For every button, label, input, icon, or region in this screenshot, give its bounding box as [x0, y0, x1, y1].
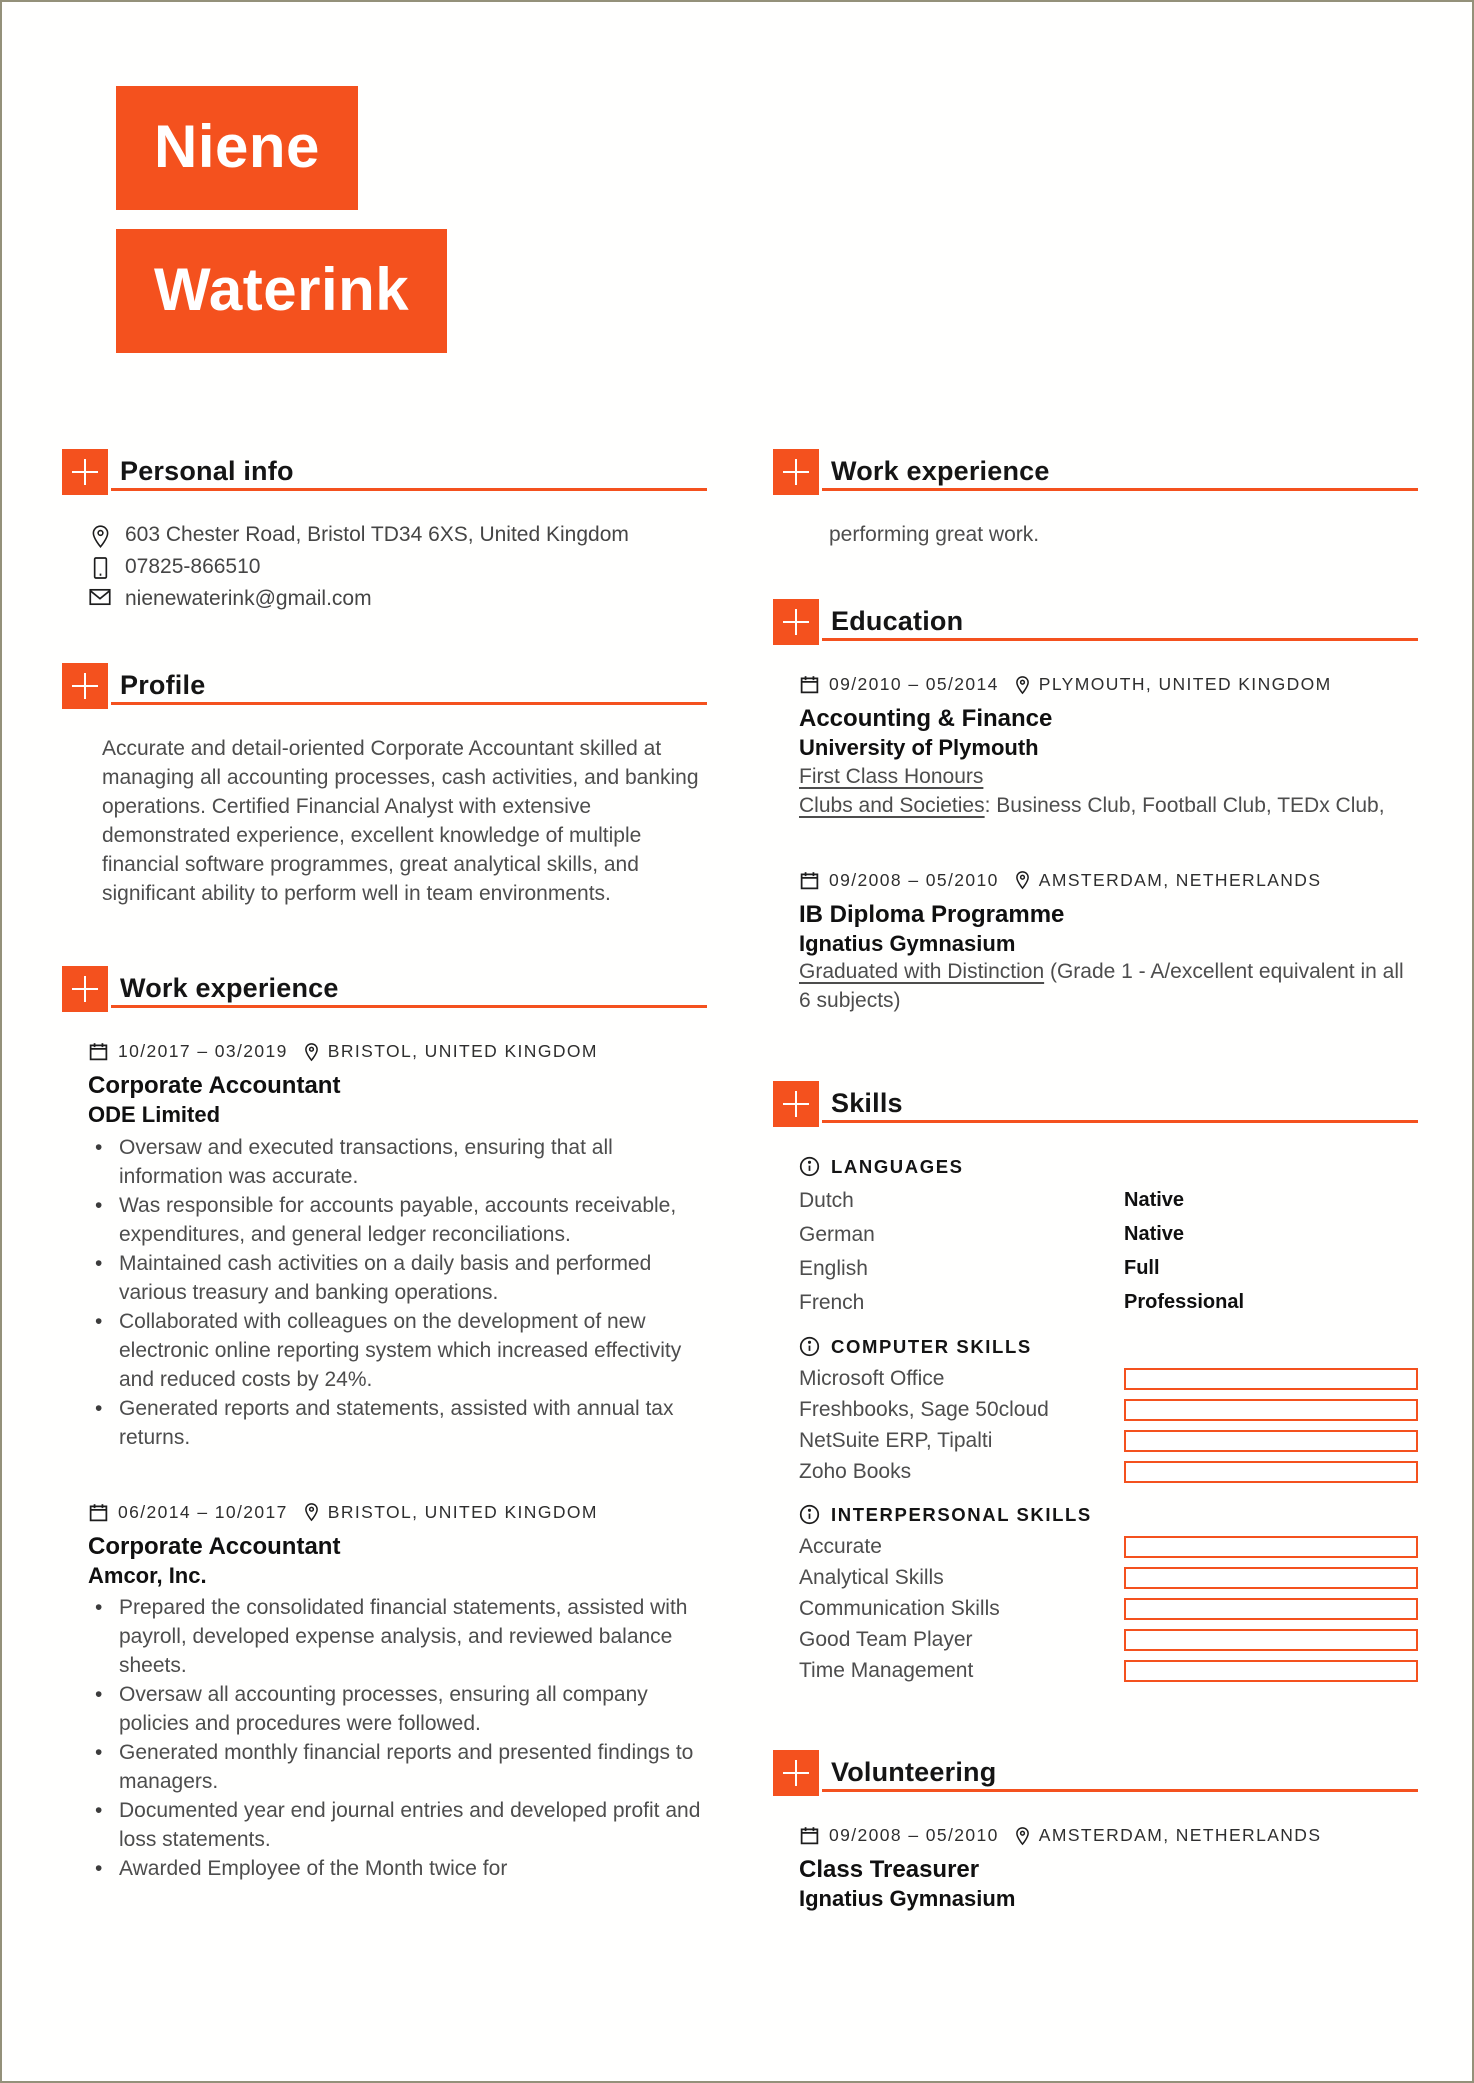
entry-degree: Accounting & Finance	[799, 705, 1053, 732]
location-pin-icon	[1015, 675, 1030, 695]
section-title: Skills	[831, 1087, 903, 1118]
skill-bar	[1124, 1629, 1418, 1651]
honours-text: First Class Honours	[799, 764, 984, 788]
name-first: Niene	[116, 86, 358, 210]
entry-dates: 09/2010 – 05/2014	[829, 674, 999, 694]
plus-icon	[773, 449, 819, 495]
section-skills	[773, 1081, 1418, 1684]
clubs-label: Clubs and Societies	[799, 793, 985, 817]
right-column	[773, 449, 1418, 1971]
skill-bar	[1124, 1567, 1418, 1589]
section-work-experience	[62, 966, 707, 1883]
skill-bar	[1124, 1536, 1418, 1558]
entry-company: Amcor, Inc.	[88, 1562, 207, 1588]
entry-role: Corporate Accountant	[88, 1532, 341, 1560]
entry-location: BRISTOL, UNITED KINGDOM	[327, 1041, 598, 1061]
entry-meta	[799, 866, 1418, 895]
phone-text: 07825-866510	[125, 555, 261, 578]
section-rule	[111, 702, 707, 705]
section-title: Education	[831, 605, 964, 636]
interpersonal-skills-group-label: INTERPERSONAL SKILLS	[799, 1500, 1418, 1529]
bullet-item: • Generated reports and statements, assisted with annual tax returns.	[88, 1394, 707, 1452]
plus-icon	[62, 449, 108, 495]
section-title: Profile	[120, 669, 206, 700]
plus-icon	[62, 966, 108, 1012]
entry-location: BRISTOL, UNITED KINGDOM	[327, 1501, 598, 1522]
location-pin-icon	[88, 520, 112, 549]
language-level: Full	[1124, 1257, 1160, 1279]
skill-bar-row: Communication Skills	[799, 1596, 1418, 1622]
computer-skills-group-label: COMPUTER SKILLS	[799, 1332, 1418, 1361]
skill-bar	[1124, 1660, 1418, 1682]
language-level: Professional	[1124, 1291, 1245, 1313]
resume-page	[2, 2, 1472, 1971]
work-entry	[88, 1037, 707, 1452]
skill-bar-row: Good Team Player	[799, 1627, 1418, 1653]
plus-icon	[773, 1081, 819, 1127]
language-row: German Native	[799, 1220, 1418, 1249]
section-rule	[111, 1005, 707, 1008]
bullet-item: • Documented year end journal entries and developed profit and loss statements.	[88, 1796, 707, 1854]
section-rule	[111, 488, 707, 491]
entry-location: PLYMOUTH, UNITED KINGDOM	[1038, 674, 1332, 694]
work-continued-text: performing great work.	[829, 523, 1040, 546]
skill-bar	[1124, 1430, 1418, 1452]
entry-meta	[88, 1037, 707, 1066]
info-icon	[799, 1156, 820, 1177]
work-entry	[88, 1498, 707, 1884]
address-text: 603 Chester Road, Bristol TD34 6XS, United Kingdom	[125, 523, 629, 546]
section-work-continued	[773, 449, 1418, 549]
entry-role: Corporate Accountant	[88, 1072, 341, 1099]
calendar-icon	[88, 1041, 109, 1062]
section-profile	[62, 663, 707, 908]
calendar-icon	[799, 870, 820, 891]
entry-bullets	[88, 1133, 707, 1452]
edu-honours-line	[799, 762, 1418, 791]
bullet-item: • Generated monthly financial reports and presented findings to managers.	[88, 1738, 707, 1796]
skill-bar-row: Zoho Books	[799, 1459, 1418, 1485]
profile-text: Accurate and detail-oriented Corporate Accountant skilled at managing all accounting processes, cash activities, and banking operations. Certified Financial Analyst with extensive demonstrated experience, excellent knowledge of multiple financial software programmes, great analytical skills, and significant ability to perform well in team environments.	[102, 737, 699, 905]
section-education	[773, 599, 1418, 1015]
entry-dates: 06/2014 – 10/2017	[118, 1501, 288, 1522]
bullet-item: • Oversaw all accounting processes, ensuring all company policies and procedures were followed.	[88, 1680, 707, 1738]
entry-role: Class Treasurer	[799, 1856, 980, 1883]
entry-location: AMSTERDAM, NETHERLANDS	[1038, 1825, 1322, 1845]
info-icon	[799, 1504, 820, 1525]
bullet-item: • Oversaw and executed transactions, ensuring that all information was accurate.	[88, 1133, 707, 1191]
entry-company: ODE Limited	[88, 1102, 221, 1127]
section-title: Volunteering	[831, 1756, 997, 1787]
volunteering-entry	[799, 1821, 1418, 1913]
plus-icon	[773, 1750, 819, 1796]
education-entry	[799, 866, 1418, 1016]
language-row: French Professional	[799, 1288, 1418, 1317]
entry-bullets	[88, 1593, 707, 1883]
language-level: Native	[1124, 1189, 1185, 1211]
name-last: Waterink	[116, 229, 447, 353]
edu-distinction-line	[799, 957, 1418, 1015]
entry-school: Ignatius Gymnasium	[799, 930, 1016, 956]
section-rule	[822, 1789, 1418, 1792]
entry-dates: 10/2017 – 03/2019	[118, 1041, 288, 1061]
section-title: Personal info	[120, 455, 294, 486]
skill-bar-row: Time Management	[799, 1658, 1418, 1684]
section-rule	[822, 488, 1418, 491]
address-row	[88, 520, 707, 549]
name-header	[116, 2, 1418, 353]
entry-meta	[88, 1498, 707, 1527]
distinction-detail: (Grade 1 - A/excellent equivalent in all 6 subjects)	[799, 960, 1404, 1012]
section-volunteering	[773, 1750, 1418, 1913]
bullet-item: • Collaborated with colleagues on the development of new electronic online reporting system which increased effectivity and reduced costs by 24%.	[88, 1307, 707, 1394]
bullet-item: • Prepared the consolidated financial statements, assisted with payroll, developed expense analysis, and reviewed balance sheets.	[88, 1593, 707, 1680]
location-pin-icon	[304, 1042, 319, 1062]
calendar-icon	[799, 1825, 820, 1846]
language-row: Dutch Native	[799, 1186, 1418, 1215]
location-pin-icon	[1015, 870, 1030, 890]
section-rule	[822, 638, 1418, 641]
skill-bar-row: Microsoft Office	[799, 1366, 1418, 1392]
languages-group-label: LANGUAGES	[799, 1152, 1418, 1181]
section-title: Work experience	[831, 455, 1050, 486]
entry-degree: IB Diploma Programme	[799, 900, 1065, 928]
section-rule	[822, 1120, 1418, 1123]
plus-icon	[773, 599, 819, 645]
plus-icon	[62, 663, 108, 709]
clubs-list: : Business Club, Football Club, TEDx Club,	[984, 793, 1385, 817]
location-pin-icon	[304, 1502, 319, 1522]
email-text: nienewaterink@gmail.com	[125, 587, 372, 610]
skill-bar-row: Accurate	[799, 1534, 1418, 1560]
entry-org: Ignatius Gymnasium	[799, 1886, 1016, 1911]
language-row: English Full	[799, 1254, 1418, 1283]
entry-school: University of Plymouth	[799, 735, 1039, 760]
info-icon	[799, 1336, 820, 1357]
section-title: Work experience	[120, 972, 339, 1003]
skill-bar	[1124, 1368, 1418, 1390]
email-icon	[88, 584, 112, 613]
bullet-item: • Maintained cash activities on a daily basis and performed various treasury and banking operations.	[88, 1249, 707, 1307]
bullet-item: • Awarded Employee of the Month twice for	[88, 1854, 707, 1883]
calendar-icon	[799, 674, 820, 695]
entry-dates: 09/2008 – 05/2010	[829, 1825, 999, 1845]
edu-clubs-line	[799, 791, 1418, 820]
calendar-icon	[88, 1502, 109, 1523]
entry-meta	[799, 1821, 1418, 1850]
skill-bar	[1124, 1598, 1418, 1620]
email-row	[88, 584, 707, 613]
skill-bar-row: NetSuite ERP, Tipalti	[799, 1428, 1418, 1454]
distinction-text: Graduated with Distinction	[799, 960, 1045, 983]
skill-bar-row: Freshbooks, Sage 50cloud	[799, 1397, 1418, 1423]
skill-bar	[1124, 1399, 1418, 1421]
left-column	[62, 449, 707, 1971]
location-pin-icon	[1015, 1826, 1030, 1846]
phone-icon	[88, 552, 112, 581]
skill-bar-row: Analytical Skills	[799, 1565, 1418, 1591]
skill-bar	[1124, 1461, 1418, 1483]
entry-meta	[799, 670, 1418, 699]
language-level: Native	[1124, 1223, 1185, 1245]
bullet-item: • Was responsible for accounts payable, accounts receivable, expenditures, and general ledger reconciliations.	[88, 1191, 707, 1249]
section-personal-info	[62, 449, 707, 613]
education-entry	[799, 670, 1418, 820]
entry-location: AMSTERDAM, NETHERLANDS	[1038, 869, 1322, 890]
entry-dates: 09/2008 – 05/2010	[829, 869, 999, 890]
phone-row	[88, 552, 707, 581]
